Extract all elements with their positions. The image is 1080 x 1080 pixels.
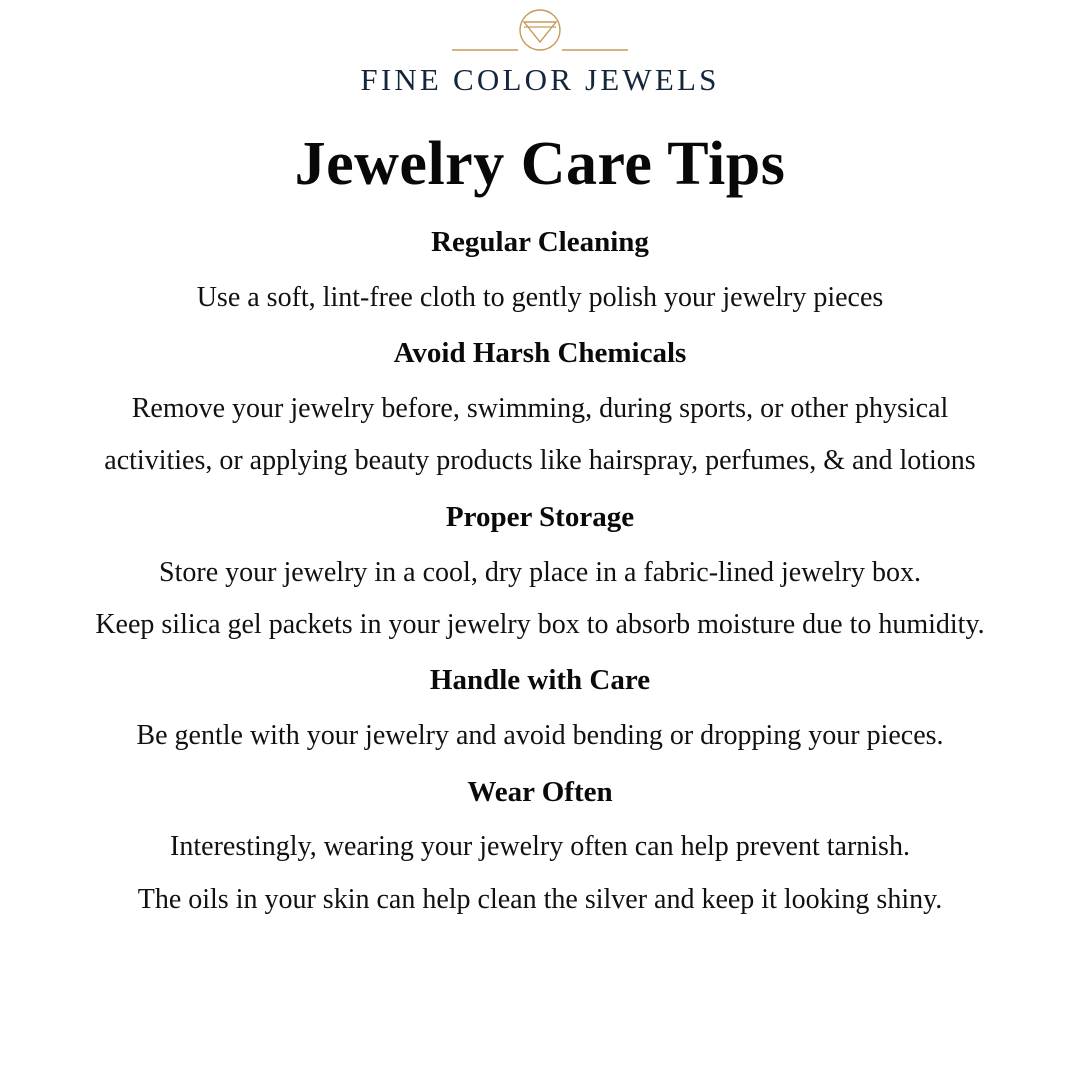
section-line: The oils in your skin can help clean the silver and keep it looking shiny. <box>137 883 943 915</box>
brand-logo <box>410 8 670 60</box>
section-line: Interestingly, wearing your jewelry often can help prevent tarnish. <box>170 831 910 863</box>
brand-name: FINE COLOR JEWELS <box>360 62 720 97</box>
section-handle-with-care <box>0 663 1080 754</box>
section-regular-cleaning <box>0 225 1080 316</box>
section-line: activities, or applying beauty products like hairspray, perfumes, & and lotions <box>104 445 976 477</box>
section-heading: Wear Often <box>467 775 613 808</box>
section-heading: Handle with Care <box>429 664 651 697</box>
page-title: Jewelry Care Tips <box>294 130 786 198</box>
brand-header <box>0 0 1080 98</box>
section-avoid-harsh-chemicals <box>0 336 1080 480</box>
section-line: Be gentle with your jewelry and avoid bending or dropping your pieces. <box>136 720 944 752</box>
section-heading: Regular Cleaning <box>431 226 649 259</box>
care-tips-list <box>0 225 1080 918</box>
section-heading: Avoid Harsh Chemicals <box>393 337 687 370</box>
section-line: Use a soft, lint-free cloth to gently polish your jewelry pieces <box>196 281 884 313</box>
section-line: Remove your jewelry before, swimming, during sports, or other physical <box>131 393 949 425</box>
section-heading: Proper Storage <box>445 500 635 533</box>
section-line: Keep silica gel packets in your jewelry box to absorb moisture due to humidity. <box>95 609 985 641</box>
section-wear-often <box>0 775 1080 919</box>
diamond-gem-icon <box>410 8 670 60</box>
section-line: Store your jewelry in a cool, dry place in a fabric-lined jewelry box. <box>159 556 921 588</box>
section-proper-storage <box>0 500 1080 644</box>
